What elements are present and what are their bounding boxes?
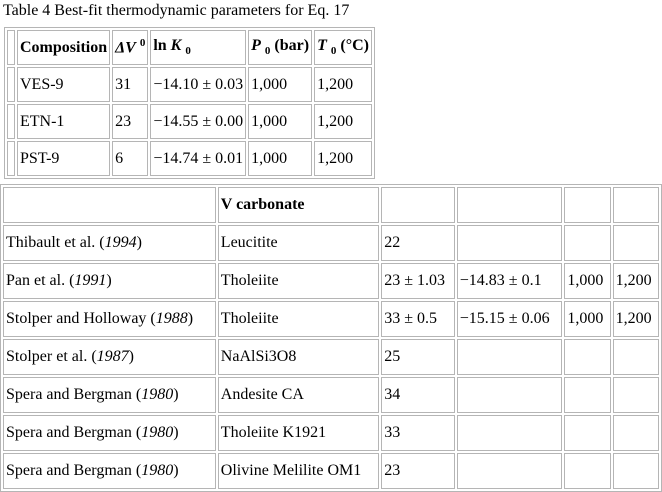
cell-reference [3, 415, 216, 451]
blank-cell [457, 187, 563, 223]
reference-close: ) [106, 272, 112, 289]
reference-close: ) [173, 386, 179, 403]
reference-year: 1980 [141, 462, 174, 479]
cell-t0 [613, 415, 659, 451]
cell-reference [3, 263, 216, 299]
cell-composition: PST-9 [17, 141, 110, 176]
blank-cell [7, 67, 15, 102]
header-ln-k [150, 30, 246, 65]
header-composition: Composition [17, 30, 110, 65]
table-row [3, 415, 659, 451]
reference-close: ) [128, 348, 134, 365]
reference-authors: Stolper et al. ( [6, 348, 97, 365]
cell-t0 [613, 339, 659, 375]
cell-delta-v: 25 [381, 339, 455, 375]
cell-composition: VES-9 [17, 67, 110, 102]
cell-p0 [564, 225, 610, 261]
header-delta-v-label: ΔV [115, 39, 136, 57]
cell-p0: 1,000 [248, 67, 312, 102]
cell-delta-v: 34 [381, 377, 455, 413]
table-row [7, 141, 372, 176]
header-p0-var: P [251, 37, 261, 55]
header-ln-k-sub: 0 [185, 45, 191, 58]
cell-delta-v: 23 [112, 104, 148, 139]
reference-close: ) [136, 234, 142, 251]
header-delta-v [112, 30, 148, 65]
table-row [3, 301, 659, 337]
reference-year: 1980 [141, 424, 174, 441]
reference-year: 1988 [155, 310, 188, 327]
cell-reference [3, 339, 216, 375]
literature-table [0, 184, 662, 492]
reference-year: 1994 [104, 234, 137, 251]
table-row [3, 453, 659, 489]
cell-ln-k [457, 225, 563, 261]
table-row [7, 104, 372, 139]
cell-t0: 1,200 [613, 263, 659, 299]
cell-delta-v: 33 [381, 415, 455, 451]
blank-cell [7, 30, 15, 65]
cell-composition: Tholeiite [218, 263, 379, 299]
cell-composition: Tholeiite [218, 301, 379, 337]
header-ln-k-var: K [170, 37, 182, 55]
cell-t0: 1,200 [314, 67, 372, 102]
table-caption: Table 4 Best-fit thermodynamic parameters for Eq. 17 [3, 2, 350, 19]
reference-authors: Spera and Bergman ( [6, 462, 142, 479]
header-delta-v-sup: 0 [139, 37, 146, 50]
cell-delta-v: 6 [112, 141, 148, 176]
reference-authors: Thibault et al. ( [6, 234, 105, 251]
blank-cell [3, 187, 216, 223]
cell-t0 [613, 453, 659, 489]
header-t0-unit: (°C) [336, 37, 369, 55]
cell-p0 [564, 415, 610, 451]
cell-ln-k [457, 453, 563, 489]
reference-year: 1980 [141, 386, 174, 403]
cell-p0: 1,000 [564, 301, 610, 337]
cell-reference [3, 453, 216, 489]
cell-reference [3, 301, 216, 337]
header-t0-sub: 0 [330, 45, 337, 58]
cell-delta-v: 22 [381, 225, 455, 261]
cell-ln-k: −14.55 ± 0.00 [150, 104, 246, 139]
cell-ln-k [457, 415, 563, 451]
header-t0 [314, 30, 372, 65]
parameters-table [4, 27, 375, 179]
cell-t0 [613, 377, 659, 413]
blank-cell [7, 104, 15, 139]
table-row [3, 225, 659, 261]
header-ln-k-prefix: ln [153, 37, 171, 55]
header-p0-unit: (bar) [270, 37, 310, 55]
reference-authors: Spera and Bergman ( [6, 424, 142, 441]
cell-ln-k [457, 377, 563, 413]
cell-delta-v: 23 ± 1.03 [381, 263, 455, 299]
header-p0-sub: 0 [264, 45, 271, 58]
reference-year: 1991 [74, 272, 107, 289]
header-t0-var: T [317, 37, 327, 55]
reference-close: ) [173, 462, 179, 479]
cell-delta-v: 23 [381, 453, 455, 489]
cell-p0 [564, 339, 610, 375]
cell-p0 [564, 377, 610, 413]
table-row [3, 377, 659, 413]
cell-p0: 1,000 [248, 141, 312, 176]
cell-p0: 1,000 [248, 104, 312, 139]
cell-t0: 1,200 [613, 301, 659, 337]
cell-composition: NaAlSi3O8 [218, 339, 379, 375]
cell-delta-v: 33 ± 0.5 [381, 301, 455, 337]
header-p0 [248, 30, 312, 65]
cell-composition: Olivine Melilite OM1 [218, 453, 379, 489]
cell-composition: Andesite CA [218, 377, 379, 413]
reference-authors: Pan et al. ( [6, 272, 75, 289]
cell-t0 [613, 225, 659, 261]
cell-p0: 1,000 [564, 263, 610, 299]
cell-ln-k [457, 339, 563, 375]
blank-cell [7, 141, 15, 176]
reference-year: 1987 [96, 348, 129, 365]
cell-ln-k: −14.74 ± 0.01 [150, 141, 246, 176]
table-header-row [3, 187, 659, 223]
reference-close: ) [173, 424, 179, 441]
cell-reference [3, 225, 216, 261]
cell-reference [3, 377, 216, 413]
table-header-row [7, 30, 372, 65]
reference-close: ) [187, 310, 194, 327]
header-v-carbonate: V carbonate [218, 187, 379, 223]
cell-ln-k: −14.10 ± 0.03 [150, 67, 246, 102]
blank-cell [381, 187, 455, 223]
cell-composition: Tholeiite K1921 [218, 415, 379, 451]
cell-composition: Leucitite [218, 225, 379, 261]
cell-ln-k: −14.83 ± 0.1 [457, 263, 563, 299]
cell-delta-v: 31 [112, 67, 148, 102]
table-row [3, 263, 659, 299]
cell-composition: ETN-1 [17, 104, 110, 139]
cell-p0 [564, 453, 610, 489]
cell-ln-k: −15.15 ± 0.06 [457, 301, 563, 337]
blank-cell [564, 187, 610, 223]
reference-authors: Spera and Bergman ( [6, 386, 142, 403]
cell-t0: 1,200 [314, 141, 372, 176]
cell-t0: 1,200 [314, 104, 372, 139]
blank-cell [613, 187, 659, 223]
table-row [7, 67, 372, 102]
table-row [3, 339, 659, 375]
reference-authors: Stolper and Holloway ( [6, 310, 156, 327]
